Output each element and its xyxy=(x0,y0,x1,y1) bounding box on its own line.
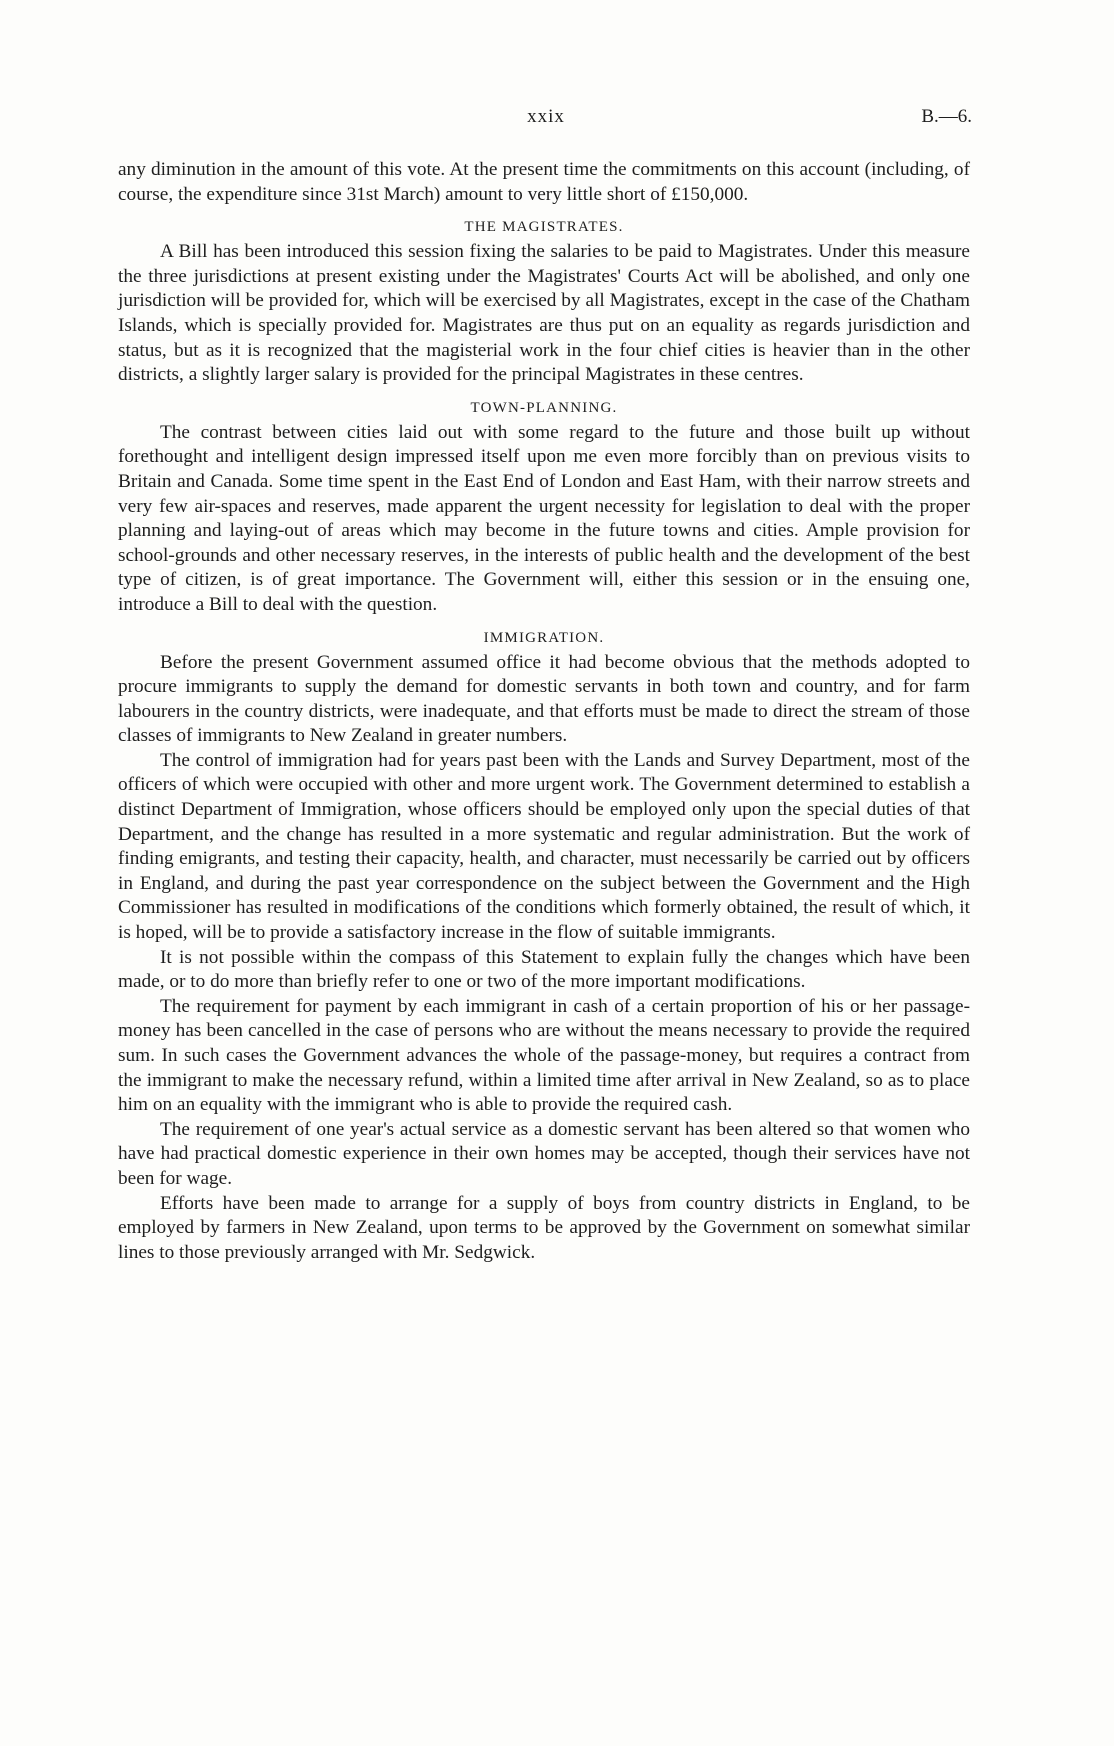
paragraph: The control of immigration had for years past been with the Lands and Survey Department, most of the officers of which were occupied with other and more urgent work. The Government determined to establish a distinct Department of Immigration, whose officers should be employed only upon the special duties of that Department, and the change has resulted in a more systematic and regular administration. But the work of finding emigrants, and testing their capacity, health, and character, must necessarily be carried out by officers in England, and during the past year correspondence on the subject between the Government and the High Commissioner has resulted in modifications of the conditions which formerly obtained, the result of which, it is hoped, will be to provide a satisfactory increase in the flow of suitable immigrants. xyxy=(118,749,970,944)
paragraph: The requirement of one year's actual service as a domestic servant has been altered so that women who have had practical domestic experience in their own homes may be accepted, though their services have not been for wage. xyxy=(118,1118,970,1189)
paragraph: The contrast between cities laid out with some regard to the future and those built up without forethought and intelligent design impressed itself upon me even more forcibly than on previous visits to Britain and Canada. Some time spent in the East End of London and East Ham, with their narrow streets and very few air-spaces and reserves, made apparent the urgent necessity for legislation to deal with the proper planning and laying-out of areas which may become in the future towns and cities. Ample provision for school-grounds and other necessary reserves, in the interests of public health and the development of the best type of citizen, is of great importance. The Government will, either this session or in the ensuing one, introduce a Bill to deal with the question. xyxy=(118,421,970,615)
paragraph: The requirement for payment by each immigrant in cash of a certain proportion of his or her passage-money has been cancelled in the case of persons who are without the means necessary to provide the required sum. In such cases the Government advances the whole of the passage-money, but requires a contract from the immigrant to make the necessary refund, within a limited time after arrival in New Zealand, so as to place him on an equality with the immigrant who is able to provide the required cash. xyxy=(118,995,970,1116)
paragraph: Efforts have been made to arrange for a supply of boys from country districts in England, to be employed by farmers in New Zealand, upon terms to be approved by the Government on somewhat similar lines to those previously arranged with Mr. Sedgwick. xyxy=(118,1192,970,1263)
paragraph: any diminution in the amount of this vote. At the present time the commitments on this account (including, of course, the expenditure since 31st March) amount to very little short of £150,000. xyxy=(118,159,970,205)
page-number: xxix xyxy=(527,106,565,127)
paragraph: It is not possible within the compass of this Statement to explain fully the changes which have been made, or to do more than briefly refer to one or two of the more important modifications. xyxy=(118,946,970,993)
paragraph: A Bill has been introduced this session fixing the salaries to be paid to Magistrates. Under this measure the three jurisdictions at present existing under the Magistrates' Courts Act will be abolished, and only one jurisdiction will be provided for, which will be exercised by all Magistrates, except in the case of the Chatham Islands, which is specially provided for. Magistrates are thus put on an equality as regards jurisdiction and status, but as it is recognized that the magisterial work in the four chief cities is heavier than in the other districts, a slightly larger salary is provided for the principal Magistrates in these centres. xyxy=(118,241,970,386)
section-heading-immigration: IMMIGRATION. xyxy=(483,629,605,646)
section-heading-magistrates: THE MAGISTRATES. xyxy=(464,219,624,236)
page-header xyxy=(120,106,972,136)
document-reference: B.—6. xyxy=(921,106,972,127)
paragraph: Before the present Government assumed office it had become obvious that the methods adopted to procure immigrants to supply the demand for domestic servants in both town and country, and for farm labourers in the country districts, were inadequate, and that efforts must be made to direct the stream of those classes of immigrants to New Zealand in greater numbers. xyxy=(118,651,970,747)
section-heading-town-planning: TOWN-PLANNING. xyxy=(470,399,618,416)
document-body xyxy=(118,158,970,1265)
